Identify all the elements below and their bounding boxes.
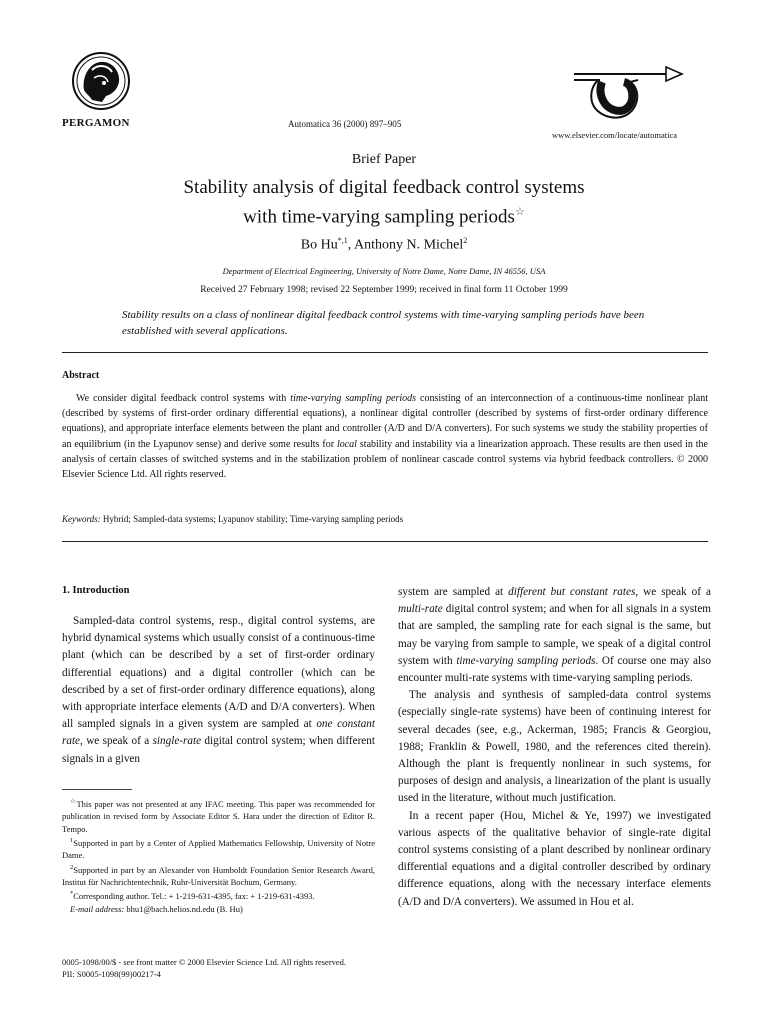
abstract-body — [62, 391, 708, 482]
intro-paragraph-3: In a recent paper (Hou, Michel & Ye, 1997) we investigated various aspects of the qualitative behavior of single-rate digital control systems consisting of a plant described by nonlinear ordinary differential equations and a digital controller described by ordinary difference equations, along with the necessary interface elements (A/D and D/A converters). We assumed in Hou et al. — [398, 809, 711, 908]
abstract-text-b: consisting of an interconnection of a continuous-time nonlinear plant (described by systems of first-order ordinary differential equations), a nonlinear digital controller (described by systems of first-order ordinary difference equations), and appropriate interface elements between the plant and controller (A/D and D/A converters). For such systems we study the stability properties of an equilibrium (in the Lyapunov sense) and derive some results for — [62, 393, 708, 450]
footnote-1 — [62, 835, 375, 862]
publisher-name: PERGAMON — [62, 117, 130, 129]
email-label: E-mail address: — [70, 903, 125, 914]
title-line-2 — [60, 200, 708, 229]
abstract-text-a: We consider digital feedback control systems with — [76, 393, 291, 404]
abstract-emphasis-1: time-varying sampling periods — [290, 393, 417, 404]
footnote-1-text: Supported in part by a Center of Applied Mathematics Fellowship, University of Notre Dame. — [62, 837, 375, 861]
author-separator: , — [347, 237, 354, 253]
highlight-summary: Stability results on a class of nonlinear digital feedback control systems with time-varying sampling periods have been established with several applications. — [122, 309, 645, 337]
automatica-logo-icon — [572, 66, 684, 128]
author-list — [0, 236, 768, 254]
abstract-emphasis-2: local — [336, 438, 357, 450]
right-text-c: digital control system; and when for all signals in a system that are sampled, the sampling rate for each signal is the same, but may be varying from sample to sample, we speak of a digital control system with — [398, 603, 711, 667]
intro-emphasis-1: one constant rate — [62, 718, 375, 748]
journal-url-link[interactable]: www.elsevier.com/locate/automatica — [552, 130, 678, 140]
right-emphasis-3: time-varying sampling periods — [456, 654, 596, 667]
email-address[interactable]: bhu1@bach.helios.nd.edu (B. Hu) — [124, 903, 243, 914]
footnote-2-mark: 2 — [70, 863, 74, 871]
footer-copyright: 0005-1098/00/$ - see front matter © 2000 Elsevier Science Ltd. All rights reserved. — [62, 957, 347, 967]
intro-paragraph-1 — [62, 613, 375, 768]
pergamon-logo-icon — [62, 50, 140, 114]
title-footnote-mark: ☆ — [514, 206, 525, 218]
abstract-top-rule — [62, 352, 708, 353]
left-column-text — [62, 613, 375, 768]
keywords — [62, 514, 403, 524]
intro-paragraph-1-continued — [398, 584, 711, 687]
keywords-label: Keywords: — [62, 514, 101, 524]
intro-text-a: Sampled-data control systems, resp., digital control systems, are hybrid dynamical systems which usually consist of a continuous-time plant (which can be described by a set of first-order ordinary differential equations) and a digital controller (which can be described by a set of first-order ordinary difference equations), along with appropriate interface elements (A/D and D/A converters). When all sampled signals in a given system are sampled at — [62, 615, 375, 731]
right-emphasis-1: different but constant rates — [508, 586, 636, 598]
affiliation: Department of Electrical Engineering, University of Notre Dame, Notre Dame, IN 46556, USA — [222, 266, 546, 276]
footnote-email — [62, 903, 375, 915]
section-1-heading: 1. Introduction — [62, 585, 130, 596]
footnotes — [62, 796, 375, 915]
footnote-3-text: Corresponding author. Tel.: + 1-219-631-4395, fax: + 1-219-631-4393. — [73, 891, 315, 902]
page-footer — [62, 956, 346, 980]
paper-title — [60, 176, 708, 229]
paper-type: Brief Paper — [351, 152, 417, 167]
right-emphasis-2: multi-rate — [398, 603, 443, 616]
author-1-marks: *,1 — [337, 236, 348, 245]
footnote-2 — [62, 862, 375, 889]
right-text-d: . Of course one may also encounter multi-rate systems with time-varying sampling periods. — [398, 654, 711, 685]
abstract-text-c: stability and instability via a linearization approach. These results are then used in the analysis of certain classes of switched systems and in the stabilization problem of nonlinear cascade control systems via hybrid feedback controllers. © 2000 Elsevier Science Ltd. All rights reserved. — [62, 438, 708, 481]
right-text-b: , we speak of a — [635, 586, 711, 598]
footnote-corresponding — [62, 888, 375, 902]
footer-pii: PII: S0005-1098(99)00217-4 — [62, 969, 161, 979]
abstract-bottom-rule — [62, 541, 708, 542]
footnote-title-text: This paper was not presented at any IFAC meeting. This paper was recommended for publication in revised form by Associate Editor S. Hara under the direction of Editor R. Tempo. — [62, 798, 375, 834]
author-2-name: Anthony N. Michel — [353, 237, 464, 253]
author-1-name: Bo Hu — [300, 237, 338, 253]
footnote-2-text: Supported in part by an Alexander von Humboldt Foundation Senior Research Award, Institut für Nachrichtentechnik, Ruhr-Universität Bochum, Germany. — [62, 864, 375, 887]
author-2-marks: 2 — [463, 236, 468, 245]
title-line-2-text: with time-varying sampling periods — [243, 206, 515, 228]
intro-paragraph-2: The analysis and synthesis of sampled-data control systems (especially single-rate systems) have been of continuing interest for several decades (see, e.g., Ackerman, 1985; Francis & Georgiou, 1988; Franklin & Powell, 1980, and the references cited therein). Although the plant is frequently nonlinear in such systems, for purposes of design and analysis, a linearization of the plant is usually used in the literature, without much justification. — [398, 689, 711, 805]
intro-emphasis-2: single-rate — [152, 735, 202, 748]
title-line-1: Stability analysis of digital feedback control systems — [183, 177, 585, 198]
footnote-title — [62, 796, 375, 835]
received-dates: Received 27 February 1998; revised 22 September 1999; received in final form 11 October 1999 — [200, 285, 568, 295]
footnote-title-mark: ☆ — [70, 798, 77, 805]
footnote-rule — [62, 789, 132, 790]
intro-text-c: digital control system; when different signals in a given — [62, 735, 375, 765]
right-column-text — [398, 584, 711, 911]
abstract-heading: Abstract — [62, 370, 100, 381]
intro-text-b: , we speak of a — [80, 735, 153, 748]
right-text-a: system are sampled at — [398, 586, 509, 598]
journal-reference: Automatica 36 (2000) 897–905 — [288, 119, 402, 129]
footnote-3-mark: * — [70, 890, 74, 898]
keywords-text: Hybrid; Sampled-data systems; Lyapunov stability; Time-varying sampling periods — [100, 514, 404, 524]
footnote-1-mark: 1 — [70, 837, 74, 845]
